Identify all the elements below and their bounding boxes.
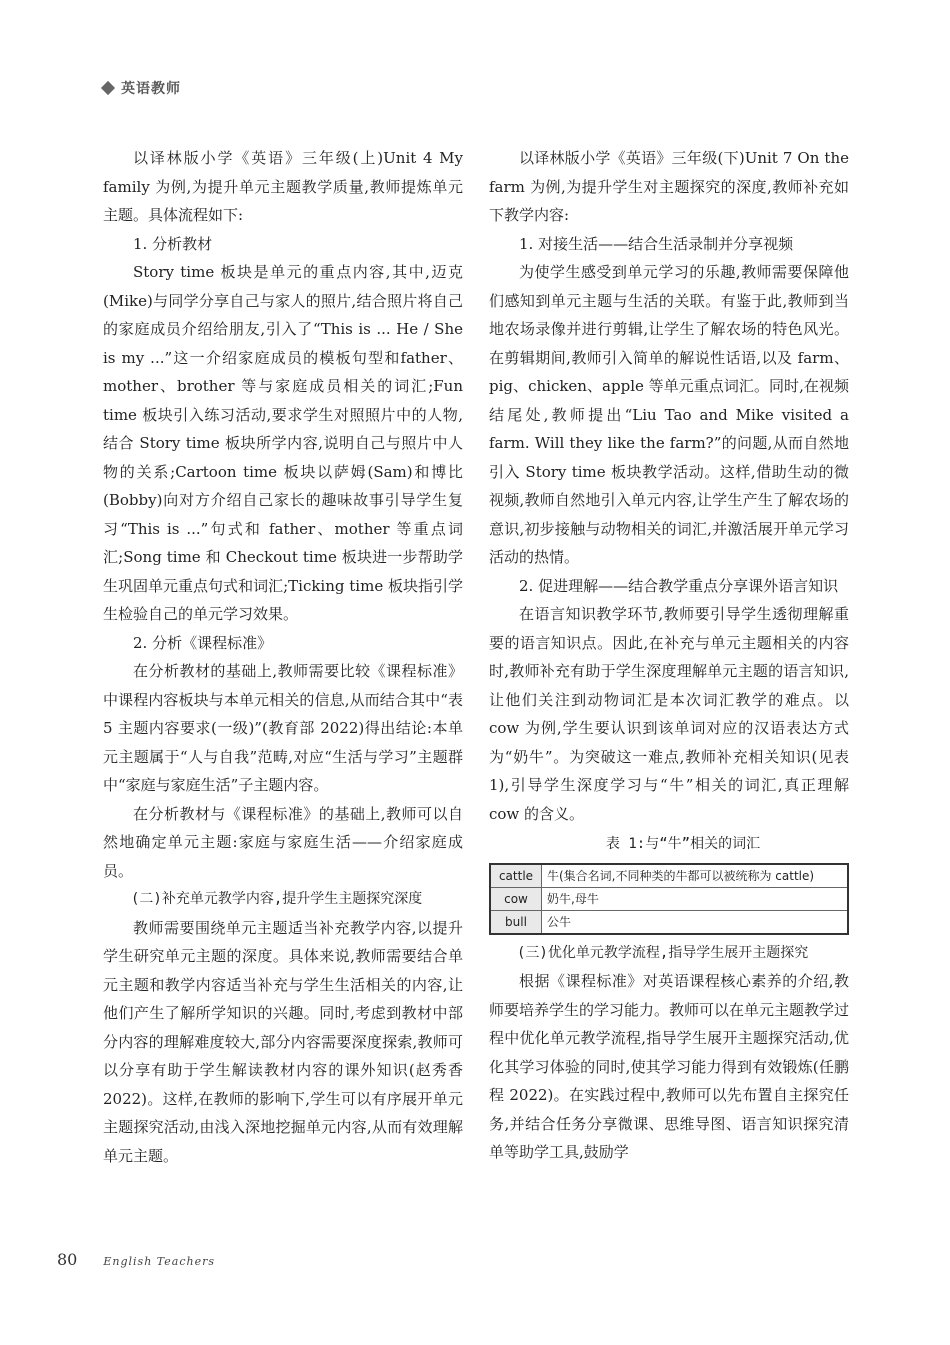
table-meaning: 公牛 <box>542 910 849 934</box>
table-word: bull <box>490 910 542 934</box>
diamond-icon <box>101 81 115 95</box>
journal-header <box>103 78 181 98</box>
section-heading: 2. 促进理解——结合教学重点分享课外语言知识 <box>519 576 839 595</box>
section-heading: 2. 分析《课程标准》 <box>133 633 273 652</box>
table-meaning: 奶牛,母牛 <box>542 887 849 910</box>
paragraph: 在语言知识教学环节,教师要引导学生透彻理解重要的语言知识点。因此,在补充与单元主题相关的内容时,教师补充有助于学生深度理解单元主题的语言知识,让他们关注到动物词汇是本次词汇教学的难点。以 cow 为例,学生要认识到该单词对应的汉语表达方式为“奶牛”。为突破这一难点,教师补充相关知识(见表 1),引导学生深度学习与“牛”相关的词汇,真正理解 cow 的含义。 <box>489 605 849 823</box>
table-word: cow <box>490 887 542 910</box>
section-heading: 1. 分析教材 <box>133 234 213 253</box>
page-footer <box>57 1250 215 1269</box>
paragraph: 为使学生感受到单元学习的乐趣,教师需要保障他们感知到单元主题与生活的关联。有鉴于此,教师到当地农场录像并进行剪辑,让学生了解农场的特色风光。在剪辑期间,教师引入简单的解说性话语,以及 farm、pig、chicken、apple 等单元重点词汇。同时,在视频结尾处,教师提出“Liu Tao and Mike visited a farm. Will they like the farm?”的问题,从而自然地引入 Story time 板块教学活动。这样,借助生动的微视频,教师自然地引入单元内容,让学生产生了解农场的意识,初步接触与动物相关的词汇,并激活展开单元学习活动的热情。 <box>489 263 849 566</box>
table-word: cattle <box>490 864 542 888</box>
section-heading: 1. 对接生活——结合生活录制并分享视频 <box>519 234 794 253</box>
subsection-heading: (三)优化单元教学流程,指导学生展开主题探究 <box>517 944 809 961</box>
table-meaning: 牛(集合名词,不同种类的牛都可以被统称为 cattle) <box>542 864 849 888</box>
paragraph: 根据《课程标准》对英语课程核心素养的介绍,教师要培养学生的学习能力。教师可以在单元主题教学过程中优化单元教学流程,指导学生展开主题探究活动,优化其学习体验的同时,使其学习能力得到有效锻炼(任鹏程 2022)。在实践过程中,教师可以先布置自主探究任务,并结合任务分享微课、思维导图、语言知识探究清单等助学工具,鼓励学 <box>489 972 850 1161</box>
paragraph: 在分析教材的基础上,教师需要比较《课程标准》中课程内容板块与本单元相关的信息,从而结合其中“表 5 主题内容要求(一级)”(教育部 2022)得出结论:本单元主题属于“人与自我”范畴,对应“生活与学习”主题群中“家庭与家庭生活”子主题内容。 <box>103 662 463 794</box>
table-row <box>490 910 848 934</box>
vocab-table <box>489 863 849 935</box>
page-number: 80 <box>57 1250 78 1269</box>
paragraph: 以译林版小学《英语》三年级(上)Unit 4 My family 为例,为提升单元主题教学质量,教师提炼单元主题。具体流程如下: <box>103 149 463 224</box>
paragraph: 以译林版小学《英语》三年级(下)Unit 7 On the farm 为例,为提升学生对主题探究的深度,教师补充如下教学内容: <box>489 149 849 224</box>
right-column <box>489 144 849 1167</box>
table-caption: 表 1:与“牛”相关的词汇 <box>605 836 761 852</box>
table-row <box>490 887 848 910</box>
journal-english-name: English Teachers <box>103 1255 215 1268</box>
table-row <box>490 864 848 888</box>
paragraph: 在分析教材与《课程标准》的基础上,教师可以自然地确定单元主题:家庭与家庭生活——介绍家庭成员。 <box>103 804 463 880</box>
left-column <box>103 144 463 1170</box>
journal-name: 英语教师 <box>121 81 181 97</box>
paragraph: Story time 板块是单元的重点内容,其中,迈克(Mike)与同学分享自己与家人的照片,结合照片将自己的家庭成员介绍给朋友,引入了“This is ... He / She is my ...”这一介绍家庭成员的模板句型和father、mother、brother 等与家庭成员相关的词汇;Fun time 板块引入练习活动,要求学生对照照片中的人物,结合 Story time 板块所学内容,说明自己与照片中人物的关系;Cartoon time 板块以萨姆(Sam)和博比(Bobby)向对方介绍自己家长的趣味故事引导学生复习“This is ...”句式和 father、mother 等重点词汇;Song time 和 Checkout time 板块进一步帮助学生巩固单元重点句式和词汇;Ticking time 板块指引学生检验自己的单元学习效果。 <box>103 263 463 623</box>
paragraph: 教师需要围绕单元主题适当补充教学内容,以提升学生研究单元主题的深度。具体来说,教师需要结合单元主题和教学内容适当补充与学生生活相关的内容,让他们产生了解所学知识的兴趣。同时,考虑到教材中部分内容的理解难度较大,部分内容需要深度探索,教师可以分享有助于学生解读教材内容的课外知识(赵秀香 2022)。这样,在教师的影响下,学生可以有序展开单元主题探究活动,由浅入深地挖掘单元内容,从而有效理解单元主题。 <box>103 918 463 1165</box>
subsection-heading: (二)补充单元教学内容,提升学生主题探究深度 <box>131 891 423 907</box>
